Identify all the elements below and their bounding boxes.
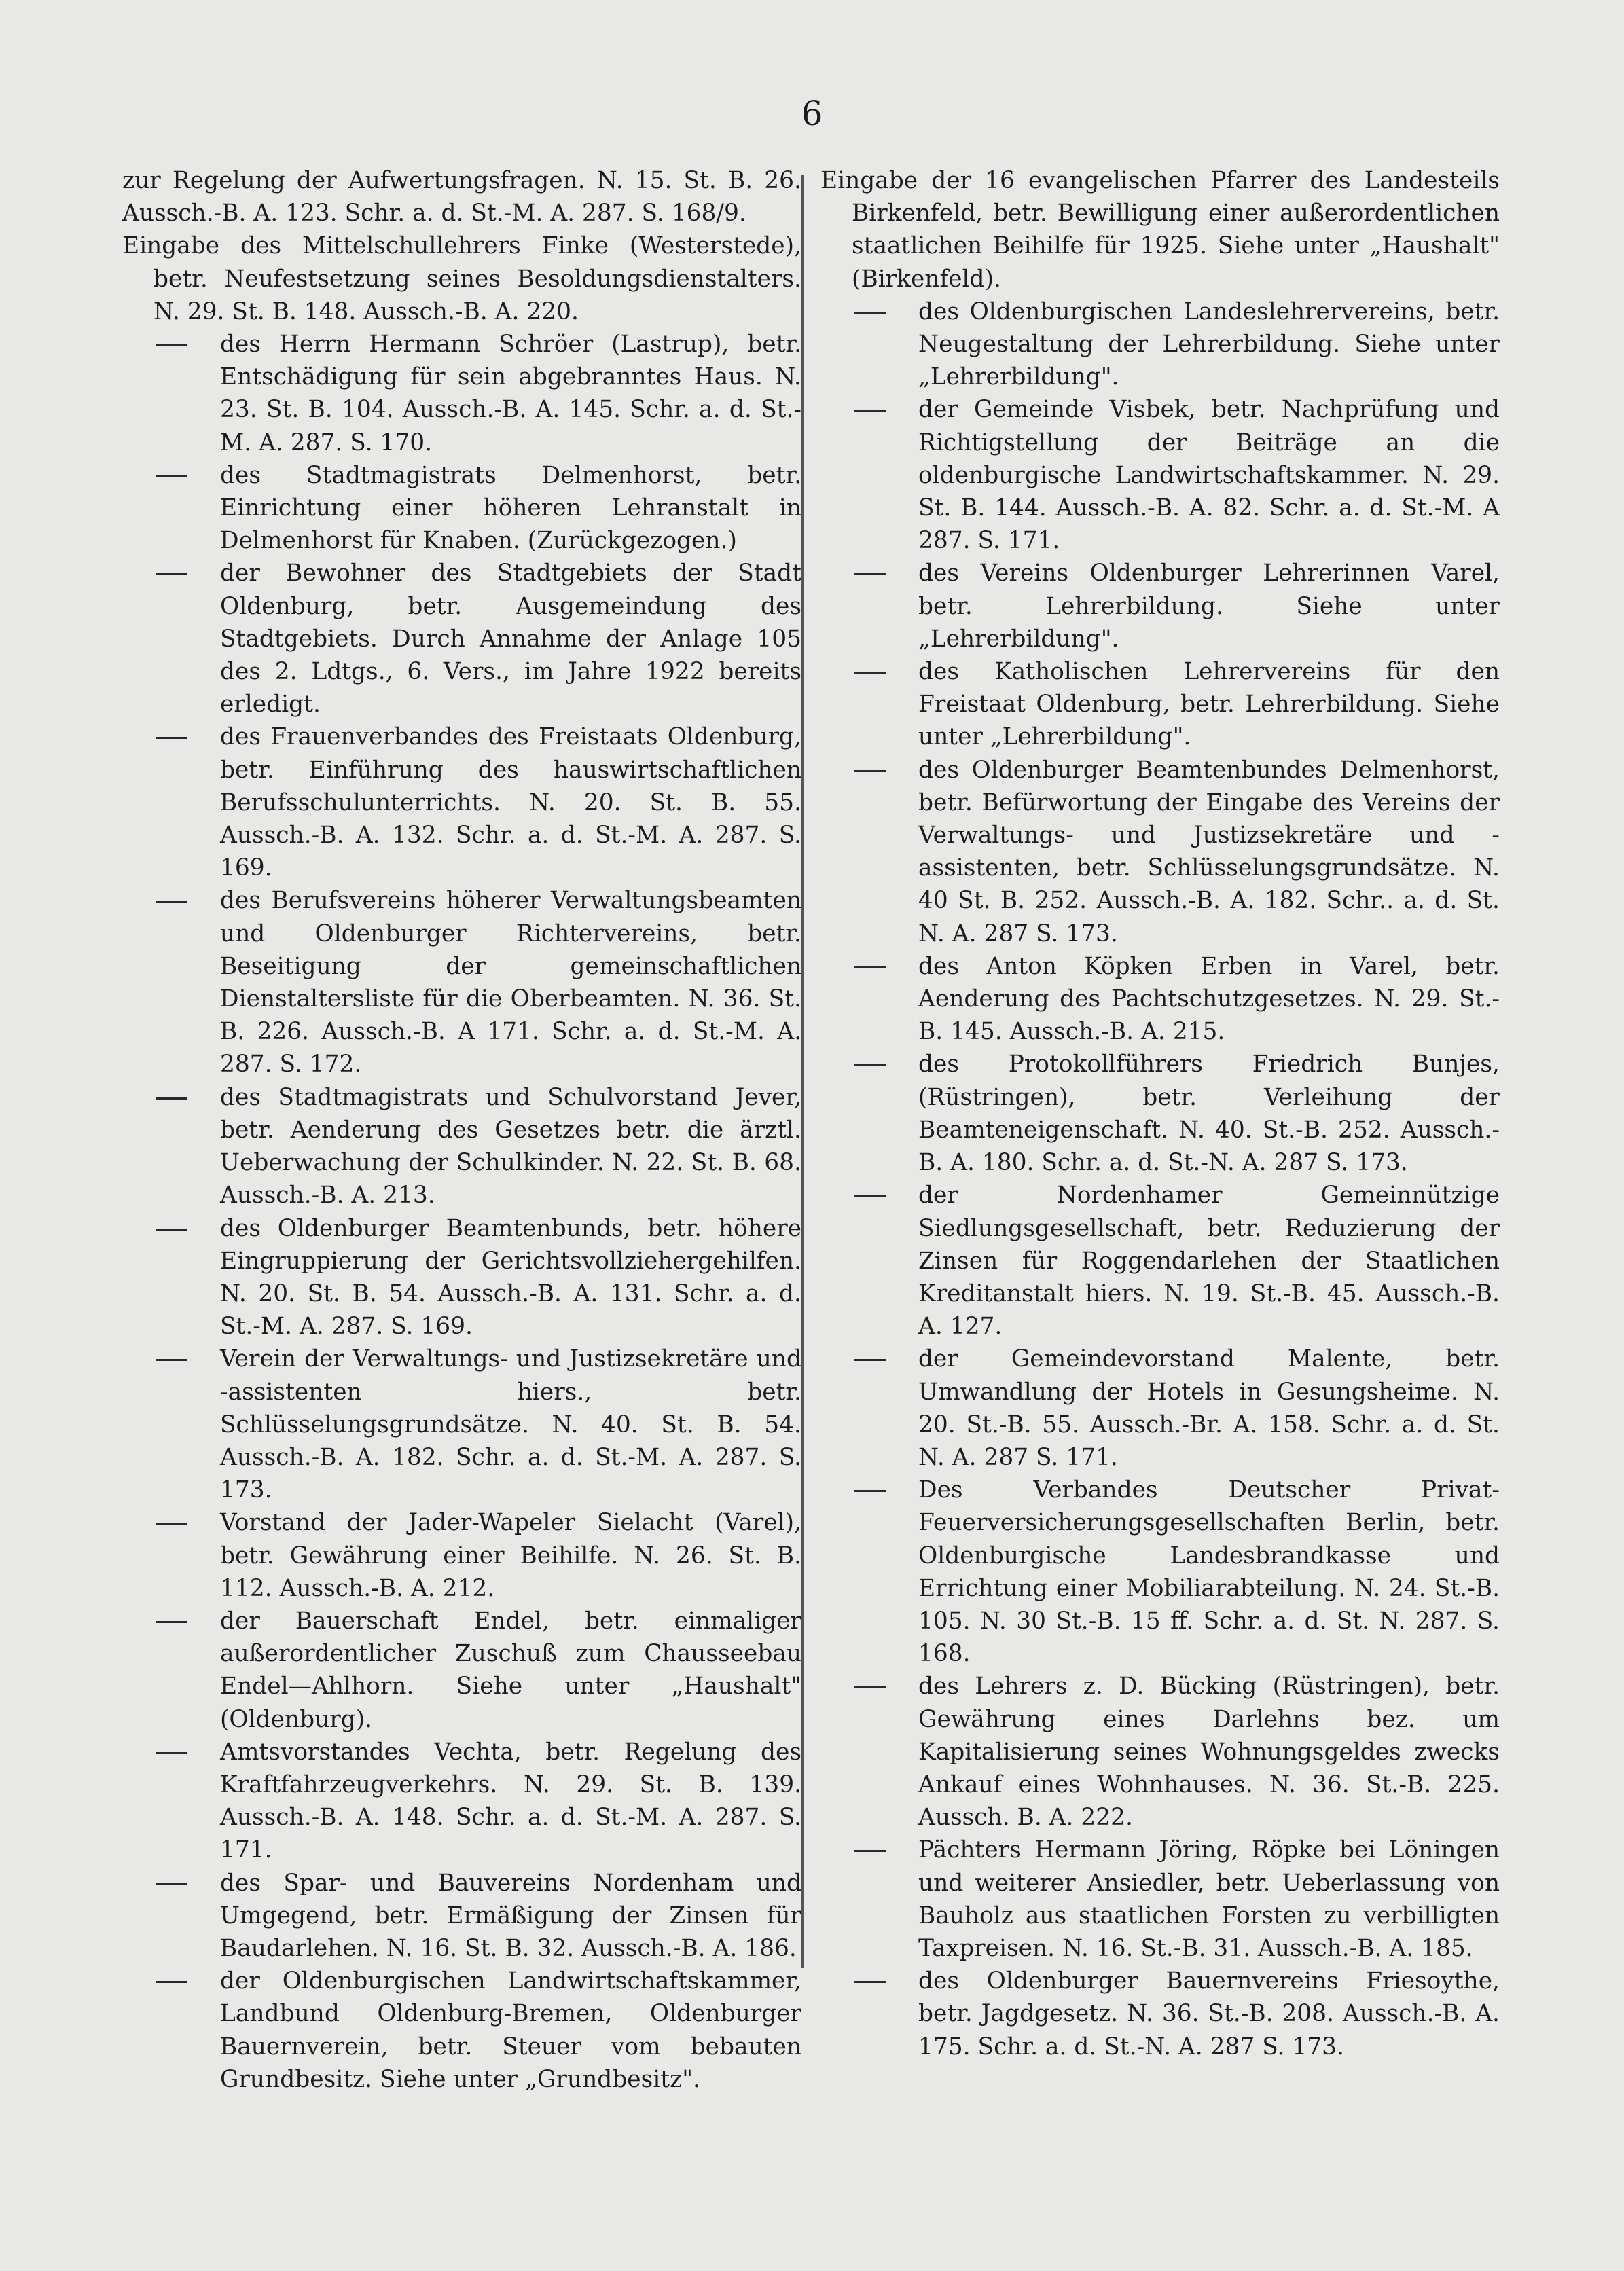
index-entry — [820, 1179, 1500, 1343]
entry-text: der Oldenburgischen Landwirtschaftskammer, Landbund Oldenburg-Bremen, Oldenburger Bauernverein, betr. Steuer vom bebauten Grundbesitz. Siehe unter „Grundbesitz". — [220, 1967, 801, 2093]
index-entry — [122, 459, 801, 558]
index-entry — [820, 655, 1500, 754]
right-column — [820, 164, 1500, 2063]
ditto-dash — [854, 312, 886, 314]
ditto-dash — [156, 1752, 187, 1754]
entry-text: der Gemeinde Visbek, betr. Nachprüfung und Richtigstellung der Beiträge an die oldenburgische Landwirtschaftskammer. N. 29. St. B. 144. Aussch.-B. A. 82. Schr. a. d. St.-M. A 287. S. 171. — [918, 396, 1500, 555]
ditto-dash — [156, 573, 187, 575]
index-entry — [122, 721, 801, 884]
index-entry — [122, 1605, 801, 1736]
ditto-dash — [156, 1981, 187, 1983]
entry-text: Pächters Hermann Jöring, Röpke bei Löningen und weiterer Ansiedler, betr. Ueberlassung von Bauholz aus staatlichen Forsten zu verbilligten Taxpreisen. N. 16. St.-B. 31. Aussch.-B. A. 185. — [918, 1836, 1500, 1962]
index-entry — [122, 1965, 801, 2096]
entry-text: des Lehrers z. D. Bücking (Rüstringen), betr. Gewährung eines Darlehns bez. um Kapitalisierung seines Wohnungsgeldes zwecks Ankauf eines Wohnhauses. N. 36. St.-B. 225. Aussch. B. A. 222. — [918, 1673, 1500, 1832]
left-column — [122, 164, 801, 2096]
index-entry — [820, 295, 1500, 394]
ditto-dash — [156, 901, 187, 903]
index-entry — [820, 754, 1500, 950]
index-entry — [820, 1048, 1500, 1179]
index-entry — [820, 1670, 1500, 1834]
index-entry — [122, 1081, 801, 1212]
ditto-dash — [156, 1359, 187, 1361]
entry-text: Vorstand der Jader-Wapeler Sielacht (Varel), betr. Gewährung einer Beihilfe. N. 26. St. B. 112. Aussch.-B. A. 212. — [220, 1509, 801, 1602]
entry-text: des Oldenburgischen Landeslehrervereins, betr. Neugestaltung der Lehrerbildung. Siehe unter „Lehrerbildung". — [918, 297, 1500, 391]
entry-text: des Anton Köpken Erben in Varel, betr. Aenderung des Pachtschutzgesetzes. N. 29. St.-B. 145. Aussch.-B. A. 215. — [918, 952, 1500, 1046]
entry-text: der Nordenhamer Gemeinnützige Siedlungsgesellschaft, betr. Reduzierung der Zinsen für Roggendarlehen der Staatlichen Kreditanstalt hiers. N. 19. St.-B. 45. Aussch.-B. A. 127. — [918, 1182, 1500, 1341]
entry-text: der Bewohner des Stadtgebiets der Stadt Oldenburg, betr. Ausgemeindung des Stadtgebiets. Durch Annahme der Anlage 105 des 2. Ldtgs., 6. Vers., im Jahre 1922 bereits erledigt. — [220, 560, 801, 719]
entry-text: der Bauerschaft Endel, betr. einmaliger außerordentlicher Zuschuß zum Chausseebau Endel—Ahlhorn. Siehe unter „Haushalt" (Oldenburg). — [220, 1607, 801, 1733]
entry-text: Amtsvorstandes Vechta, betr. Regelung des Kraftfahrzeugverkehrs. N. 29. St. B. 139. Aussch.-B. A. 148. Schr. a. d. St.-M. A. 287. S. 171. — [220, 1738, 801, 1864]
entry-text: Des Verbandes Deutscher Privat-Feuerversicherungsgesellschaften Berlin, betr. Oldenburgische Landesbrandkasse und Errichtung einer Mobiliarabteilung. N. 24. St.-B. 105. N. 30 St.-B. 15 ff. Schr. a. d. St. N. 287. S. 168. — [918, 1476, 1500, 1668]
ditto-dash — [854, 1850, 886, 1852]
entry-text: Verein der Verwaltungs- und Justizsekretäre und -assistenten hiers., betr. Schlüsselungsgrundsätze. N. 40. St. B. 54. Aussch.-B. A. 182. Schr. a. d. St.-M. A. 287. S. 173. — [220, 1345, 801, 1504]
index-entry — [820, 393, 1500, 557]
entry-text: des Oldenburger Beamtenbundes Delmenhorst, betr. Befürwortung der Eingabe des Vereins der Verwaltungs- und Justizsekretäre und -assistenten, betr. Schlüsselungsgrundsätze. N. 40 St. B. 252. Aussch.-B. A. 182. Schr.. a. d. St. N. A. 287 S. 173. — [918, 756, 1500, 947]
entry-text: des Spar- und Bauvereins Nordenham und Umgegend, betr. Ermäßigung der Zinsen für Baudarlehen. N. 16. St. B. 32. Aussch.-B. A. 186. — [220, 1869, 801, 1962]
entry-text: des Protokollführers Friedrich Bunjes, (Rüstringen), betr. Verleihung der Beamteneigenschaft. N. 40. St.-B. 252. Aussch.-B. A. 180. Schr. a. d. St.-N. A. 287 S. 173. — [918, 1051, 1500, 1177]
index-entry — [122, 328, 801, 459]
entry-text: Eingabe des Mittelschullehrers Finke (Westerstede), betr. Neufestsetzung seines Besoldungsdienstalters. N. 29. St. B. 148. Aussch.-B. A. 220. — [122, 232, 801, 325]
index-entry — [820, 557, 1500, 655]
index-entry — [820, 950, 1500, 1049]
ditto-dash — [156, 344, 187, 346]
ditto-dash — [156, 475, 187, 477]
entry-text: des Katholischen Lehrervereins für den Freistaat Oldenburg, betr. Lehrerbildung. Siehe unter „Lehrerbildung". — [918, 658, 1500, 751]
ditto-dash — [156, 1229, 187, 1231]
index-entry — [820, 1965, 1500, 2063]
page-number: 6 — [801, 94, 823, 133]
entry-text: des Herrn Hermann Schröer (Lastrup), betr. Entschädigung für sein abgebranntes Haus. N. 23. St. B. 104. Aussch.-B. A. 145. Schr. a. d. St.-M. A. 287. S. 170. — [220, 331, 801, 456]
ditto-dash — [854, 410, 886, 412]
index-entry — [122, 164, 801, 230]
entry-text: zur Regelung der Aufwertungsfragen. N. 15. St. B. 26. Aussch.-B. A. 123. Schr. a. d. St.-M. A. 287. S. 168/9. — [122, 167, 801, 228]
ditto-dash — [854, 770, 886, 772]
entry-text: des Stadtmagistrats Delmenhorst, betr. Einrichtung einer höheren Lehranstalt in Delmenhorst für Knaben. (Zurückgezogen.) — [220, 461, 801, 555]
entry-text: des Stadtmagistrats und Schulvorstand Jever, betr. Aenderung des Gesetzes betr. die ärztl. Ueberwachung der Schulkinder. N. 22. St. B. 68. Aussch.-B. A. 213. — [220, 1083, 801, 1210]
ditto-dash — [854, 573, 886, 575]
entry-text: des Oldenburger Beamtenbunds, betr. höhere Eingruppierung der Gerichtsvollziehergehilfen. N. 20. St. B. 54. Aussch.-B. A. 131. Schr. a. d. St.-M. A. 287. S. 169. — [220, 1214, 801, 1341]
entry-text: des Oldenburger Bauernvereins Friesoythe, betr. Jagdgesetz. N. 36. St.-B. 208. Aussch.-B. A. 175. Schr. a. d. St.-N. A. 287 S. 173. — [918, 1967, 1500, 2060]
index-entry — [820, 1834, 1500, 1965]
index-entry — [122, 230, 801, 328]
index-entry — [122, 1736, 801, 1867]
index-entry — [122, 1506, 801, 1605]
index-entry — [122, 1343, 801, 1506]
index-entry — [820, 164, 1500, 295]
ditto-dash — [854, 1490, 886, 1492]
entry-text: des Vereins Oldenburger Lehrerinnen Varel, betr. Lehrerbildung. Siehe unter „Lehrerbildung". — [918, 560, 1500, 653]
entry-text: Eingabe der 16 evangelischen Pfarrer des Landesteils Birkenfeld, betr. Bewilligung einer außerordentlichen staatlichen Beihilfe für 1925. Siehe unter „Haushalt" (Birkenfeld). — [820, 167, 1500, 293]
index-entry — [122, 884, 801, 1080]
ditto-dash — [854, 1359, 886, 1361]
ditto-dash — [156, 1097, 187, 1100]
index-entry — [122, 1212, 801, 1343]
entry-text: der Gemeindevorstand Malente, betr. Umwandlung der Hotels in Gesungsheime. N. 20. St.-B. 55. Aussch.-Br. A. 158. Schr. a. d. St. N. A. 287 S. 171. — [918, 1345, 1500, 1471]
index-entry — [820, 1474, 1500, 1670]
ditto-dash — [854, 1686, 886, 1688]
ditto-dash — [854, 1064, 886, 1066]
ditto-dash — [156, 1621, 187, 1623]
index-entry — [820, 1343, 1500, 1474]
entry-text: des Frauenverbandes des Freistaats Oldenburg, betr. Einführung des hauswirtschaftlichen Berufsschulunterrichts. N. 20. St. B. 55. Aussch.-B. A. 132. Schr. a. d. St.-M. A. 287. S. 169. — [220, 723, 801, 882]
ditto-dash — [156, 1883, 187, 1885]
ditto-dash — [854, 1195, 886, 1197]
ditto-dash — [854, 1981, 886, 1983]
ditto-dash — [854, 672, 886, 674]
ditto-dash — [156, 1523, 187, 1525]
entry-text: des Berufsvereins höherer Verwaltungsbeamten und Oldenburger Richtervereins, betr. Beseitigung der gemeinschaftlichen Dienstaltersliste für die Oberbeamten. N. 36. St. B. 226. Aussch.-B. A 171. Schr. a. d. St.-M. A. 287. S. 172. — [220, 887, 801, 1078]
index-entry — [122, 1867, 801, 1965]
column-divider — [801, 175, 804, 1968]
ditto-dash — [156, 737, 187, 739]
index-entry — [122, 557, 801, 721]
ditto-dash — [854, 966, 886, 968]
